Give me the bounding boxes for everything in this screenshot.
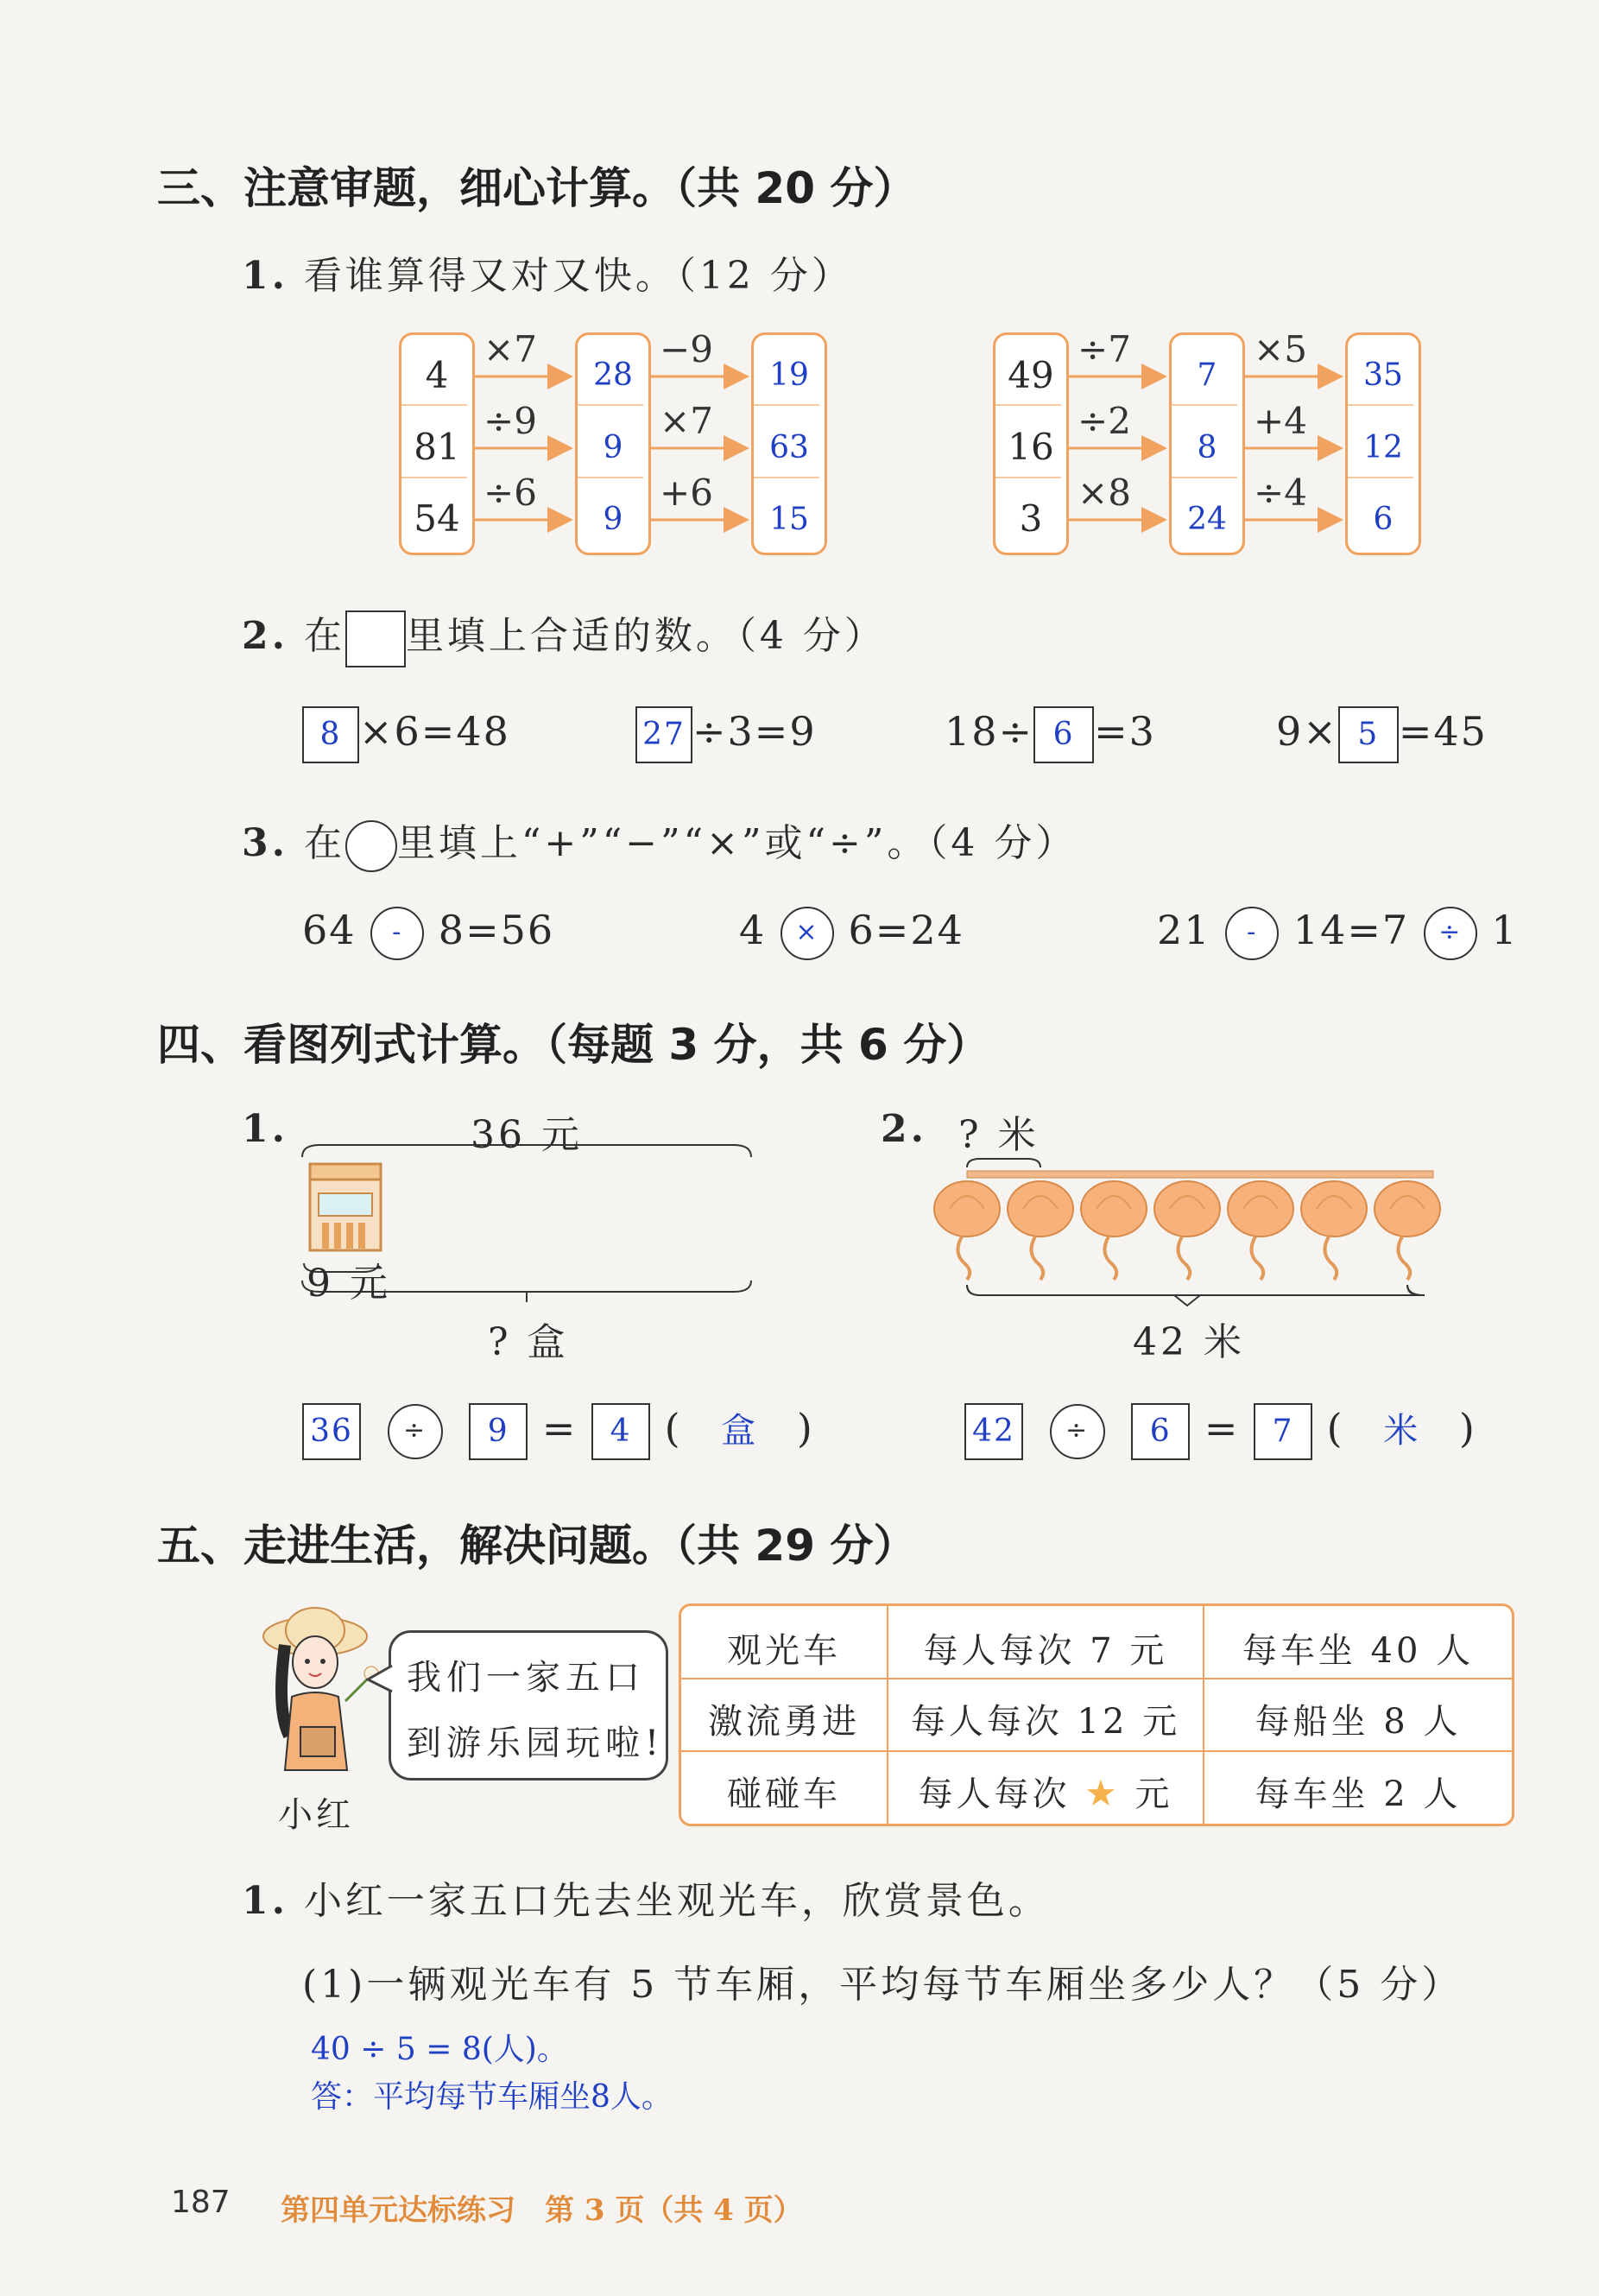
answer-circle[interactable]: -: [370, 907, 424, 960]
chain-operator: ×8: [1078, 471, 1131, 514]
section-3-title: 三、注意审题，细心计算。（共 20 分）: [157, 163, 917, 213]
q3-3-pre: 在: [303, 821, 345, 865]
table-cell: 碰碰车: [727, 1774, 841, 1814]
equals-sign: =: [541, 1405, 578, 1452]
answer-box[interactable]: 42: [964, 1403, 1023, 1460]
table-cell: 观光车: [727, 1631, 841, 1671]
section-4-title: 四、看图列式计算。（每题 3 分，共 6 分）: [157, 1020, 990, 1070]
paren-open: (: [664, 1405, 682, 1452]
footer-text: 第四单元达标练习 第 3 页（共 4 页）: [281, 2193, 803, 2228]
chain-operator: ÷7: [1078, 328, 1131, 370]
pen-box-icon: [307, 1157, 384, 1254]
chain-operator: ×5: [1254, 328, 1307, 370]
chain-operator: ×7: [660, 400, 713, 442]
chain-operator: ÷9: [483, 400, 537, 442]
answer-box[interactable]: 5: [1338, 706, 1399, 763]
chain-cell: 54: [414, 497, 460, 540]
star-icon: ★: [1084, 1772, 1121, 1814]
eq-text: ×6=48: [359, 708, 510, 755]
op-eq-1: [302, 907, 554, 960]
girl-illustration-icon: [250, 1597, 380, 1787]
table-cell: [888, 1767, 1203, 1816]
p4-1-total: 36 元: [471, 1113, 583, 1157]
op-eq-2: [739, 907, 964, 960]
chain-operator: ×7: [483, 328, 537, 370]
fill-eq-1: [302, 706, 510, 763]
chain-cell: 81: [414, 426, 460, 468]
operator-circle[interactable]: ÷: [1050, 1404, 1105, 1459]
p4-1-ask: ? 盒: [488, 1320, 569, 1364]
op-eq-3: [1157, 907, 1519, 960]
blank-box-icon: [345, 610, 406, 667]
p4-2-number: 2.: [881, 1107, 927, 1151]
eq-text: 6=24: [848, 907, 964, 953]
chain-answer: 7: [1197, 357, 1217, 393]
speech-bubble: [389, 1630, 668, 1781]
p4-1-number: 1.: [242, 1107, 288, 1151]
answer-box[interactable]: 7: [1254, 1403, 1312, 1460]
chain-operator: ÷4: [1254, 471, 1307, 514]
chain-answer: 28: [593, 357, 633, 393]
page-number: 187: [171, 2185, 231, 2220]
q3-3-prompt: [242, 812, 1077, 872]
bubble-line-2: 到游乐园玩啦!: [407, 1724, 665, 1763]
operator-circle[interactable]: ÷: [388, 1404, 443, 1459]
bubble-tail-icon: [366, 1662, 394, 1697]
table-cell: 每船坐 8 人: [1255, 1702, 1462, 1742]
answer-circle[interactable]: ÷: [1424, 907, 1477, 960]
table-cell-text: 元: [1134, 1774, 1173, 1814]
eq-text: 18÷: [945, 708, 1034, 755]
chain-arrows: [0, 0, 1599, 604]
chain-answer: 19: [769, 357, 809, 393]
chain-cell: 4: [425, 354, 449, 396]
table-cell: 每车坐 2 人: [1255, 1774, 1462, 1814]
table-cell: 每车坐 40 人: [1242, 1631, 1475, 1671]
q5-1-number: 1.: [242, 1879, 288, 1923]
table-cell-text: 每人每次: [918, 1774, 1071, 1814]
q3-1-text: 看谁算得又对又快。（12 分）: [303, 254, 853, 298]
answer-box[interactable]: 4: [591, 1403, 650, 1460]
p4-1-part: 9 元: [307, 1262, 391, 1306]
section-5-title: 五、走进生活，解决问题。（共 29 分）: [157, 1521, 917, 1571]
eq-text: 8=56: [438, 907, 555, 953]
unit-answer[interactable]: 米: [1383, 1411, 1420, 1451]
answer-box[interactable]: 9: [469, 1403, 528, 1460]
q3-2-post: 里填上合适的数。（4 分）: [405, 614, 886, 658]
chain-cell: 3: [1019, 497, 1043, 540]
bubble-line-1: 我们一家五口: [407, 1658, 645, 1698]
q3-1-number: 1.: [242, 254, 288, 298]
fill-eq-3: [945, 706, 1156, 763]
q5-1-text: 小红一家五口先去坐观光车，欣赏景色。: [303, 1879, 1050, 1923]
answer-box[interactable]: 6: [1033, 706, 1094, 763]
chain-operator: −9: [660, 328, 713, 370]
chain-answer: 63: [769, 430, 809, 465]
eq-text: 64: [302, 907, 357, 953]
q3-3-number: 3.: [242, 821, 288, 865]
equals-sign: =: [1204, 1405, 1240, 1452]
chain-cell: 49: [1008, 354, 1054, 396]
chain-answer: 24: [1187, 502, 1227, 537]
blank-circle-icon: [345, 820, 397, 872]
q3-2-prompt: [242, 604, 886, 667]
eq-text: =3: [1094, 708, 1156, 755]
q3-2-number: 2.: [242, 614, 288, 658]
eq-text: ÷3=9: [692, 708, 817, 755]
chain-answer: 35: [1363, 357, 1403, 393]
q3-3-post: 里填上“+”“−”“×”或“÷”。（4 分）: [396, 821, 1078, 865]
chain-answer: 12: [1363, 430, 1403, 465]
table-cell: 每人每次 7 元: [923, 1631, 1168, 1671]
table-cell: 每人每次 12 元: [910, 1702, 1181, 1742]
q5-1-sub1: (1)一辆观光车有 5 节车厢，平均每节车厢坐多少人？（5 分）: [302, 1963, 1463, 2007]
chain-answer: 15: [769, 502, 809, 537]
answer-box[interactable]: 27: [635, 706, 692, 763]
chain-operator: ÷6: [483, 471, 537, 514]
chain-operator: ÷2: [1078, 400, 1131, 442]
q3-2-pre: 在: [303, 614, 345, 658]
answer-box[interactable]: 8: [302, 706, 359, 763]
price-table: [679, 1603, 1514, 1826]
eq-text: 21: [1157, 907, 1211, 953]
p4-2-total: 42 米: [1133, 1320, 1245, 1364]
chain-answer: 9: [603, 430, 623, 465]
paren-open: (: [1326, 1405, 1344, 1452]
answer-circle[interactable]: ×: [781, 907, 834, 960]
girl-name: 小红: [278, 1795, 354, 1835]
unit-answer[interactable]: 盒: [721, 1411, 758, 1451]
answer-line-2: 答：平均每节车厢坐8人。: [311, 2079, 673, 2115]
paren-close: ): [1458, 1405, 1476, 1452]
p4-1-answer: [302, 1403, 814, 1460]
eq-text: =45: [1398, 708, 1488, 755]
chain-operator: +4: [1254, 400, 1307, 442]
answer-circle[interactable]: -: [1225, 907, 1279, 960]
eq-text: 9×: [1276, 708, 1338, 755]
chain-answer: 9: [603, 502, 623, 537]
p4-2-answer: [964, 1403, 1476, 1460]
answer-box[interactable]: 36: [302, 1403, 361, 1460]
fill-eq-4: [1276, 706, 1488, 763]
answer-box[interactable]: 6: [1131, 1403, 1190, 1460]
eq-text: 1: [1491, 907, 1519, 953]
paren-close: ): [796, 1405, 814, 1452]
lanterns-diagram: [932, 1148, 1450, 1321]
chain-operator: +6: [660, 471, 713, 514]
table-cell: 激流勇进: [708, 1702, 860, 1742]
chain-answer: 8: [1197, 430, 1217, 465]
answer-line-1: 40 ÷ 5 = 8(人)。: [311, 2032, 568, 2067]
fill-eq-2: [635, 706, 817, 763]
eq-text: 14=7: [1292, 907, 1410, 953]
chain-cell: 16: [1008, 426, 1054, 468]
chain-answer: 6: [1373, 502, 1394, 537]
eq-text: 4: [739, 907, 767, 953]
p4-2-part: ? 米: [958, 1113, 1040, 1157]
q5-1-prompt: [242, 1869, 1050, 1925]
